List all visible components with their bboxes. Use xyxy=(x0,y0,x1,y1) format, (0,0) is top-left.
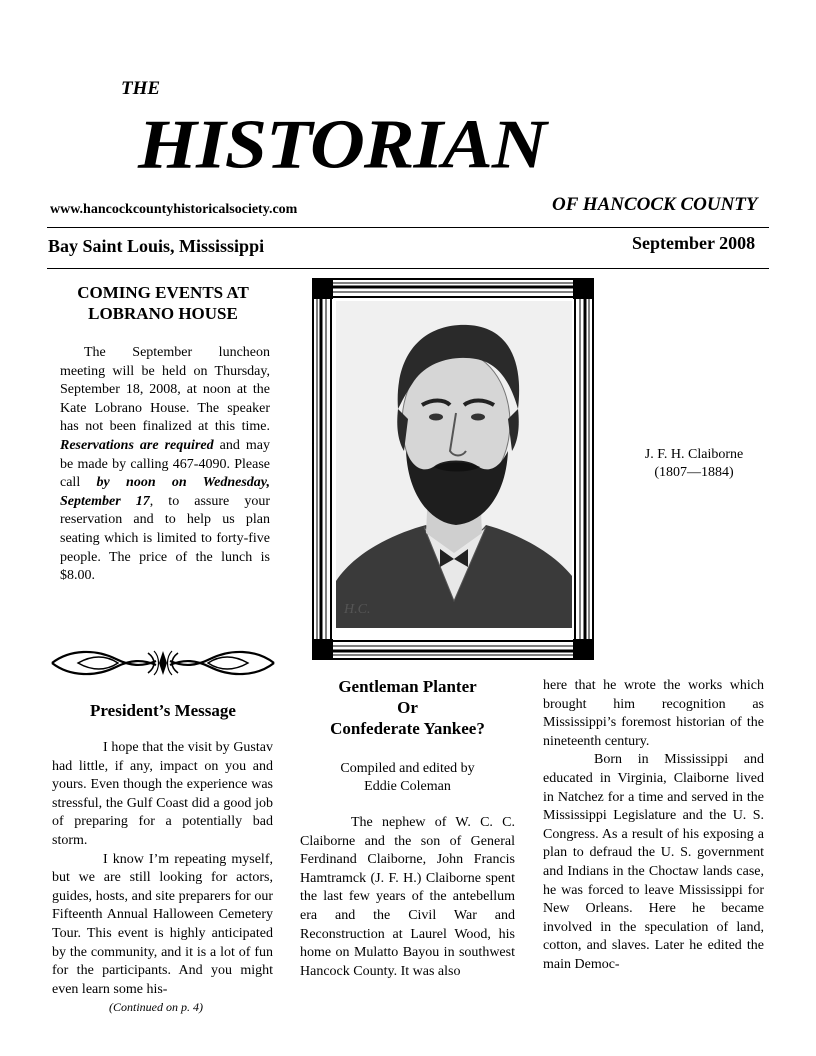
website-link[interactable]: www.hancockcountyhistoricalsociety.com xyxy=(50,202,298,217)
feature-heading-line2: Or xyxy=(397,698,418,717)
events-emphasis-deadline: by noon on Wednesday, September 17 xyxy=(60,475,270,509)
president-paragraph-2: I know I’m repeating myself, but we are still looking for actors, guides, hosts, and site preparers for our Fifteenth Annual Halloween Cemetery Tour. This event is highly anticipated by the community, and it is a lot of fun for the participants. And you might even learn some his- xyxy=(52,851,273,997)
feature-paragraph-2: here that he wrote the works which brought him recognition as Mississippi’s foremost historian of the nineteenth century. xyxy=(543,678,764,749)
feature-credit-line2: Eddie Coleman xyxy=(364,779,451,794)
masthead-the: THE xyxy=(121,78,161,99)
events-heading-line1: COMING EVENTS AT xyxy=(77,283,249,302)
events-text-3: , to assure your reservation and to help us plan seating which is limited to forty-five people. The price of the lunch is $8.00. xyxy=(60,493,270,584)
feature-heading-line3: Confederate Yankee? xyxy=(330,719,485,738)
masthead-rule-bottom xyxy=(47,268,769,269)
masthead-rule-top xyxy=(47,227,769,228)
events-paragraph xyxy=(60,344,270,586)
masthead-county: OF HANCOCK COUNTY xyxy=(552,194,758,215)
president-article xyxy=(52,739,273,999)
events-heading xyxy=(48,282,278,324)
events-text-1: The September luncheon meeting will be held on Thursday, September 18, 2008, at noon at the Kate Lobrano House. The speaker has not been finalized at this time. xyxy=(60,345,270,435)
portrait-caption xyxy=(624,446,764,482)
feature-column-2 xyxy=(543,677,764,975)
feature-paragraph-3: Born in Mississippi and educated in Virginia, Claiborne lived in Natchez for a time and served in the Mississippi Legislature and the U. S. Congress. As a result of his exposing a plan to defraud the U. S. government and Indians in the Choctaw lands case, he was forced to leave Mississippi for New Orleans. Here he became involved in the speculation of land, cotton, and slaves. Later he edited the main Democ- xyxy=(543,752,764,972)
events-text-2: and may be made by calling 467-4090. Please call xyxy=(60,437,270,491)
feature-credit xyxy=(300,760,515,796)
president-paragraph-1: I hope that the visit by Gustav had little, if any, impact on you and yours. Even though the experience was stressful, the Gulf Coast did a good job of preparing for a potentially bad storm. xyxy=(52,740,273,848)
ornament-divider-icon xyxy=(48,645,278,681)
events-emphasis-reservations: Reservations are required xyxy=(60,437,214,453)
continued-note: (Continued on p. 4) xyxy=(109,1000,203,1014)
issue-location: Bay Saint Louis, Mississippi xyxy=(48,236,265,256)
president-heading: President’s Message xyxy=(90,701,236,720)
portrait-caption-name: J. F. H. Claiborne xyxy=(644,447,744,462)
feature-heading xyxy=(300,676,515,739)
events-heading-line2: LOBRANO HOUSE xyxy=(88,304,238,323)
portrait-caption-years: (1807—1884) xyxy=(654,465,734,480)
feature-credit-line1: Compiled and edited by xyxy=(340,761,475,776)
portrait-signature: H.C. xyxy=(344,602,371,617)
portrait-sketch xyxy=(336,301,572,628)
feature-paragraph-1: The nephew of W. C. C. Claiborne and the son of General Ferdinand Claiborne, John Francis Hamtramck (J. F. H.) Claiborne spent the last few years of the antebellum era and the Civil War and Reconstruction at Laurel Wood, his home on Mulatto Bayou in southwest Hancock County. It was also xyxy=(300,815,515,979)
feature-column-1 xyxy=(300,814,515,981)
masthead-title: HISTORIAN xyxy=(138,105,546,184)
events-article xyxy=(60,344,270,586)
feature-heading-line1: Gentleman Planter xyxy=(338,677,477,696)
issue-date: September 2008 xyxy=(632,233,756,253)
